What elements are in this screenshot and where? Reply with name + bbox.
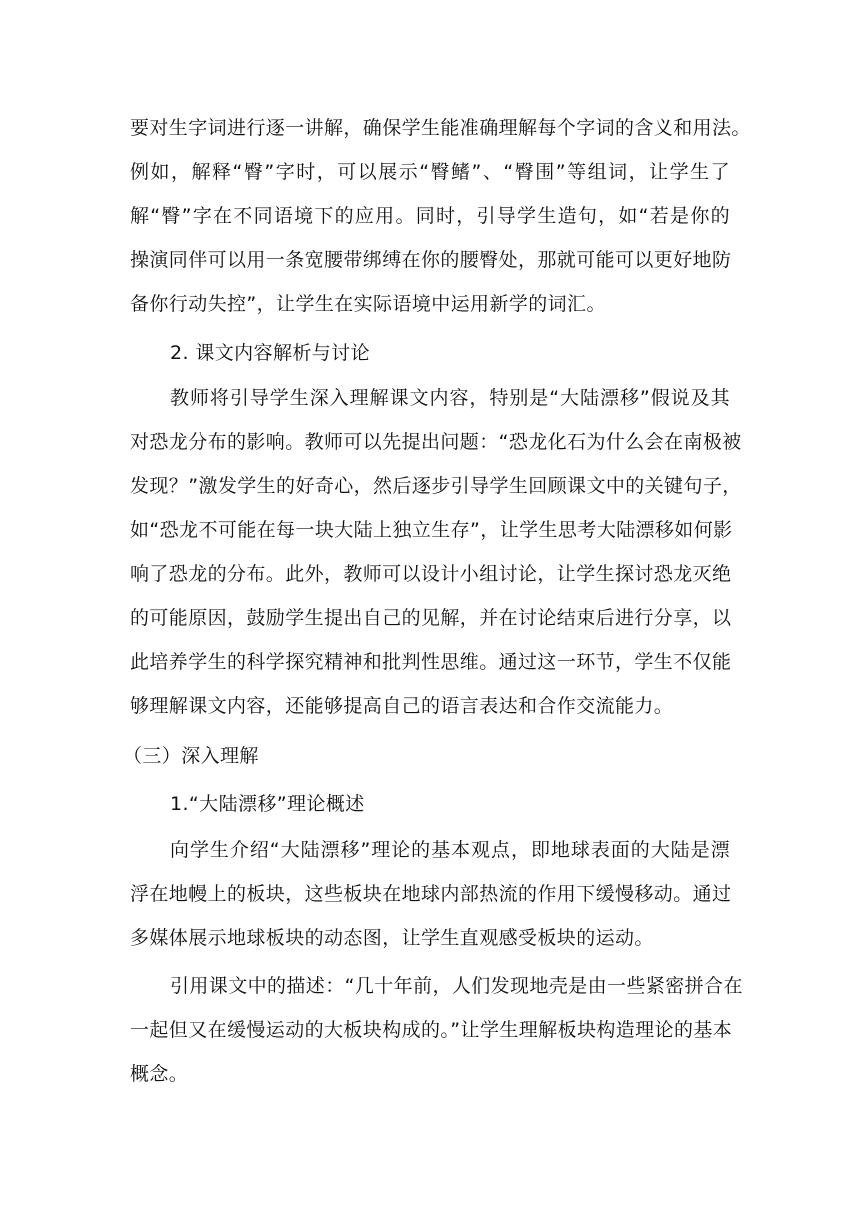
paragraph-line: 对恐龙分布的影响。教师可以先提出问题：“恐龙化石为什么会在南极被 (130, 431, 742, 453)
paragraph-line: 发现？”激发学生的好奇心，然后逐步引导学生回顾课文中的关键句子， (130, 475, 742, 497)
paragraph-line: 操演同伴可以用一条宽腰带绑缚在你的腰臀处，那就可能可以更好地防 (130, 249, 732, 271)
paragraph-line: 浮在地幔上的板块，这些板块在地球内部热流的作用下缓慢移动。通过 (130, 883, 732, 905)
paragraph-line: 够理解课文内容，还能够提高自己的语言表达和合作交流能力。 (130, 695, 674, 717)
paragraph-line: 响了恐龙的分布。此外，教师可以设计小组讨论，让学生探讨恐龙灭绝 (130, 563, 732, 585)
paragraph-line: 要对生字词进行逐一讲解，确保学生能准确理解每个字词的含义和用法。 (130, 117, 751, 139)
section-heading: 1.“大陆漂移”理论概述 (170, 793, 365, 815)
paragraph-line: 向学生介绍“大陆漂移”理论的基本观点，即地球表面的大陆是漂 (170, 839, 730, 861)
paragraph-line: 一起但又在缓慢运动的大板块构成的。”让学生理解板块构造理论的基本 (130, 1019, 733, 1041)
paragraph-line: 此培养学生的科学探究精神和批判性思维。通过这一环节，学生不仅能 (130, 651, 732, 673)
paragraph-line: 引用课文中的描述：“几十年前，人们发现地壳是由一些紧密拼合在 (170, 975, 743, 997)
paragraph-line: 多媒体展示地球板块的动态图，让学生直观感受板块的运动。 (130, 927, 654, 949)
paragraph-line: 的可能原因，鼓励学生提出自己的见解，并在讨论结束后进行分享，以 (130, 607, 732, 629)
paragraph-line: 解“臀”字在不同语境下的应用。同时，引导学生造句，如“若是你的 (130, 205, 730, 227)
section-heading: 2. 课文内容解析与讨论 (170, 342, 370, 364)
part-heading: （三）深入理解 (123, 745, 259, 767)
paragraph-line: 例如，解释“臀”字时，可以展示“臀鳍”、“臀围”等组词，让学生了 (130, 161, 730, 183)
paragraph-line: 备你行动失控”，让学生在实际语境中运用新学的词汇。 (130, 293, 606, 315)
paragraph-line: 教师将引导学生深入理解课文内容，特别是“大陆漂移”假说及其 (170, 387, 730, 409)
paragraph-line: 概念。 (130, 1063, 189, 1085)
paragraph-line: 如“恐龙不可能在每一块大陆上独立生存”，让学生思考大陆漂移如何影 (130, 519, 733, 541)
